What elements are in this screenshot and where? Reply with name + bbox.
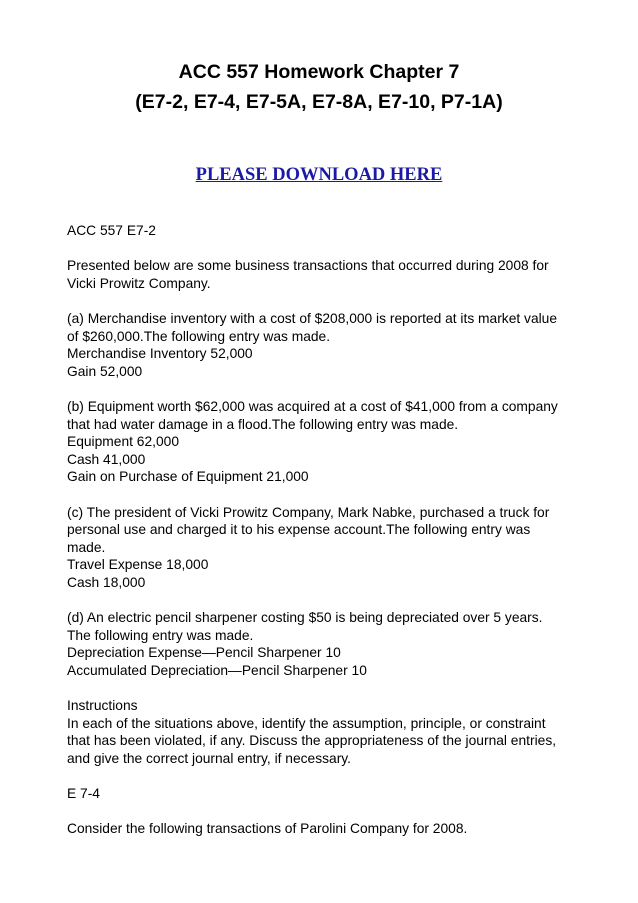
item-b: (b) Equipment worth $62,000 was acquired at a cost of $41,000 from a company that had water damage in a flood.The following entry was made. Equipment 62,000 Cash 41,000 Gain on Purchase of Equipment 21,000 xyxy=(67,398,558,485)
instructions: Instructions In each of the situations above, identify the assumption, principle, or constraint that has been violated, if any. Discuss the appropriateness of the journal entries, and give the correct journal entry, if necessary. xyxy=(67,698,557,766)
e7-2-heading: ACC 557 E7-2 xyxy=(67,223,156,238)
item-d: (d) An electric pencil sharpener costing $50 is being depreciated over 5 years. The following entry was made. Depreciation Expense—Pencil Sharpener 10 Accumulated Depreciation—Pencil Sharpener 10 xyxy=(67,610,543,678)
document-body xyxy=(67,222,587,855)
e7-4-intro: Consider the following transactions of Parolini Company for 2008. xyxy=(67,821,468,837)
e7-4-heading: E 7-4 xyxy=(67,786,100,801)
document-subtitle: (E7-2, E7-4, E7-5A, E7-8A, E7-10, P7-1A) xyxy=(135,91,503,113)
document-title: ACC 557 Homework Chapter 7 xyxy=(178,61,460,83)
item-a: (a) Merchandise inventory with a cost of $208,000 is reported at its market value of $260,000.The following entry was made. Merchandise Inventory 52,000 Gain 52,000 xyxy=(67,310,558,379)
download-link[interactable]: PLEASE DOWNLOAD HERE xyxy=(195,165,443,185)
item-c: (c) The president of Vicki Prowitz Company, Mark Nabke, purchased a truck for personal use and charged it to his expense account.The following entry was made. Travel Expense 18,000 Cash 18,000 xyxy=(67,504,550,590)
e7-2-intro: Presented below are some business transactions that occurred during 2008 for Vicki Prowitz Company. xyxy=(67,258,549,291)
